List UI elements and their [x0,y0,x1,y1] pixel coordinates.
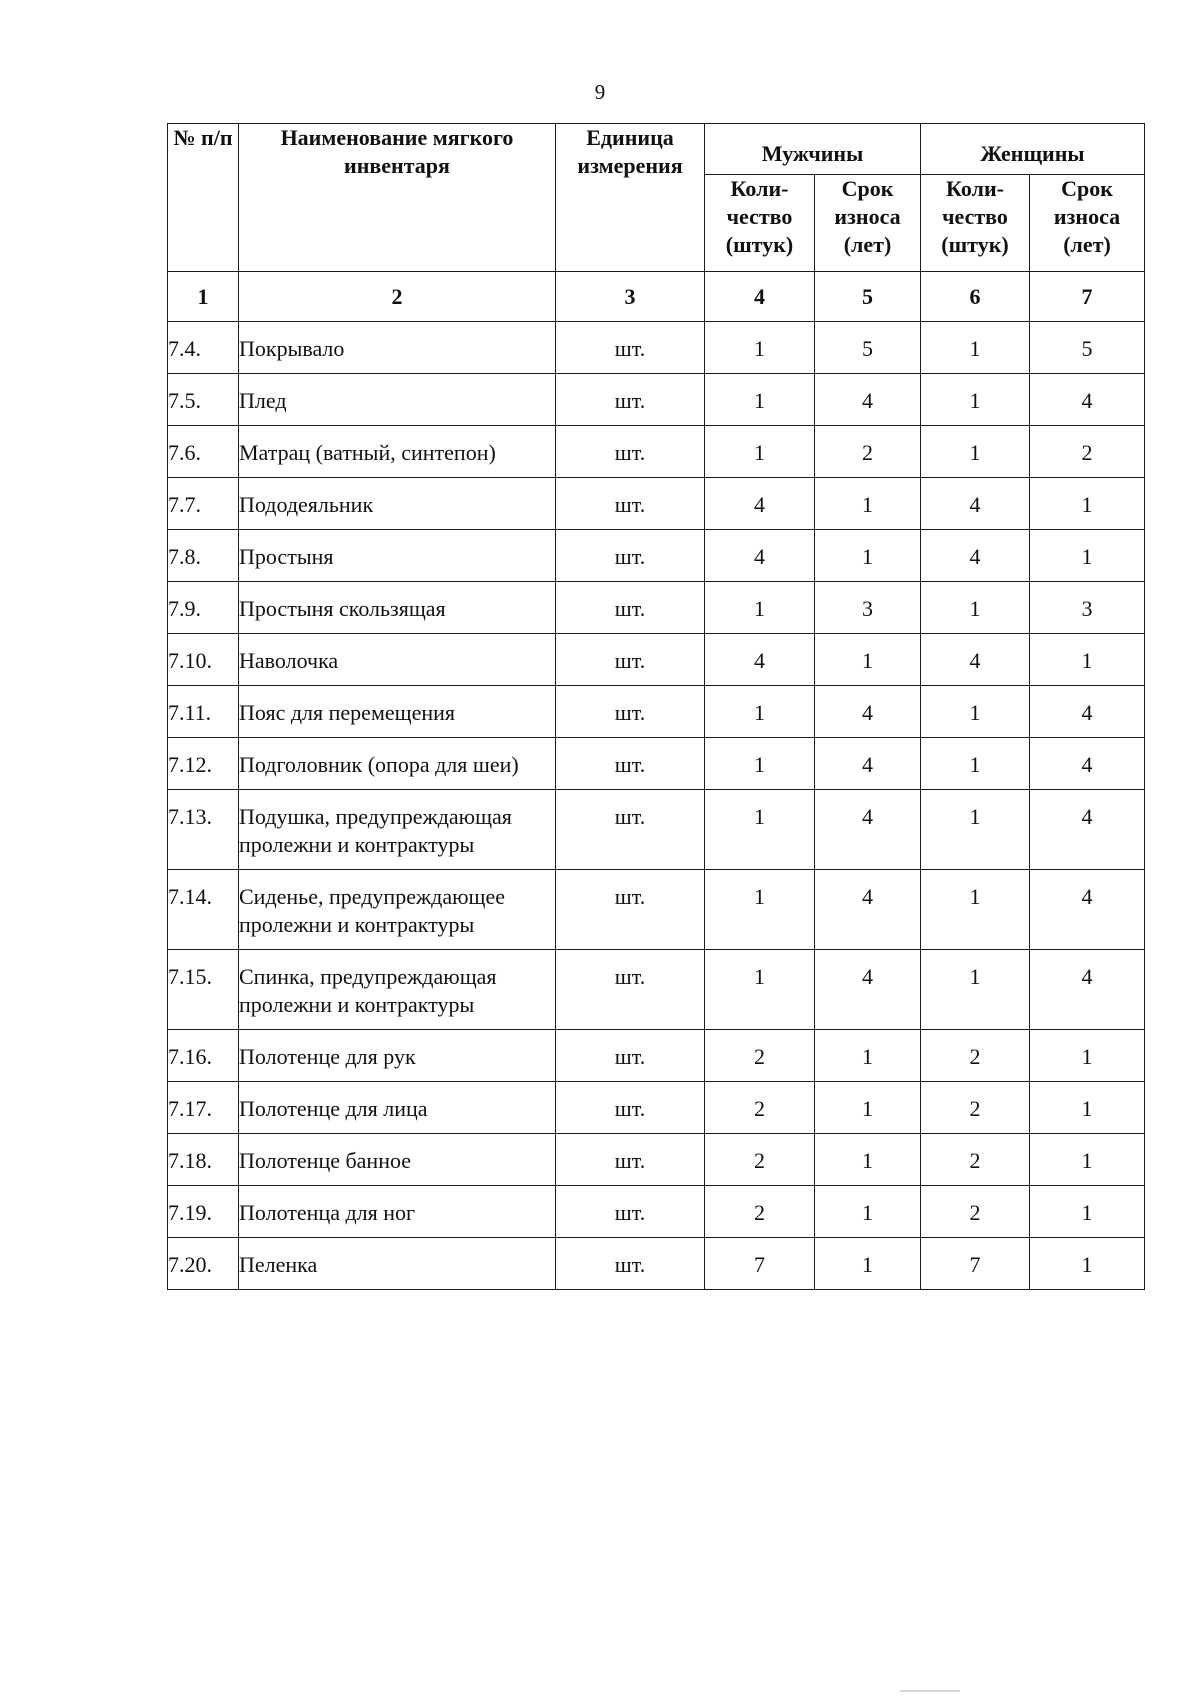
table-row [168,790,1145,870]
table-row [168,426,1145,478]
table-row [168,950,1145,1030]
table-row [168,1082,1145,1134]
header-men-qty: Коли-чество (штук) [705,175,815,272]
row-number: 7.18. [168,1134,239,1186]
men-wear-term: 4 [815,374,921,426]
men-quantity: 4 [705,478,815,530]
row-number: 7.16. [168,1030,239,1082]
unit-cell: шт. [556,738,705,790]
unit-cell: шт. [556,634,705,686]
men-quantity: 1 [705,582,815,634]
women-wear-term: 1 [1030,1082,1145,1134]
table-row [168,1030,1145,1082]
unit-cell: шт. [556,950,705,1030]
row-number: 7.19. [168,1186,239,1238]
unit-cell: шт. [556,870,705,950]
unit-cell: шт. [556,374,705,426]
men-quantity: 1 [705,686,815,738]
women-quantity: 1 [921,322,1030,374]
men-quantity: 2 [705,1082,815,1134]
men-wear-term: 1 [815,1134,921,1186]
item-name: Подголовник (опора для шеи) [239,738,556,790]
scan-artifact [900,1690,960,1692]
table-body [168,322,1145,1290]
men-wear-term: 4 [815,686,921,738]
item-name: Простыня скользящая [239,582,556,634]
men-wear-term: 1 [815,634,921,686]
row-number: 7.14. [168,870,239,950]
item-name: Покрывало [239,322,556,374]
row-number: 7.13. [168,790,239,870]
row-number: 7.4. [168,322,239,374]
table-row [168,634,1145,686]
table-row [168,686,1145,738]
unit-cell: шт. [556,426,705,478]
men-quantity: 2 [705,1134,815,1186]
unit-cell: шт. [556,478,705,530]
men-quantity: 2 [705,1030,815,1082]
unit-cell: шт. [556,530,705,582]
column-number: 6 [921,272,1030,322]
row-number: 7.7. [168,478,239,530]
item-name: Полотенце банное [239,1134,556,1186]
column-number: 2 [239,272,556,322]
unit-cell: шт. [556,322,705,374]
unit-cell: шт. [556,1238,705,1290]
men-wear-term: 1 [815,1030,921,1082]
header-unit: Единица измерения [556,124,705,272]
men-wear-term: 4 [815,870,921,950]
women-quantity: 2 [921,1082,1030,1134]
unit-cell: шт. [556,1030,705,1082]
row-number: 7.17. [168,1082,239,1134]
men-quantity: 2 [705,1186,815,1238]
table-row [168,582,1145,634]
men-quantity: 1 [705,322,815,374]
header-men: Мужчины [705,124,921,175]
item-name: Полотенца для ног [239,1186,556,1238]
table-row [168,478,1145,530]
table-row [168,738,1145,790]
women-quantity: 1 [921,950,1030,1030]
table-row [168,374,1145,426]
item-name: Простыня [239,530,556,582]
men-quantity: 4 [705,634,815,686]
page-number: 9 [594,80,606,104]
men-wear-term: 1 [815,1238,921,1290]
item-name: Наволочка [239,634,556,686]
women-quantity: 1 [921,582,1030,634]
row-number: 7.12. [168,738,239,790]
women-quantity: 1 [921,790,1030,870]
men-wear-term: 4 [815,950,921,1030]
women-wear-term: 1 [1030,530,1145,582]
table-row [168,322,1145,374]
unit-cell: шт. [556,1082,705,1134]
women-wear-term: 2 [1030,426,1145,478]
women-wear-term: 1 [1030,634,1145,686]
women-wear-term: 4 [1030,738,1145,790]
women-quantity: 7 [921,1238,1030,1290]
unit-cell: шт. [556,1134,705,1186]
table-row [168,1134,1145,1186]
women-wear-term: 5 [1030,322,1145,374]
item-name: Пояс для перемещения [239,686,556,738]
table-row [168,530,1145,582]
header-name: Наименование мягкого инвентаря [239,124,556,272]
women-wear-term: 1 [1030,1030,1145,1082]
women-wear-term: 4 [1030,950,1145,1030]
unit-cell: шт. [556,790,705,870]
header-women: Женщины [921,124,1145,175]
row-number: 7.11. [168,686,239,738]
column-number: 1 [168,272,239,322]
women-quantity: 2 [921,1030,1030,1082]
unit-cell: шт. [556,1186,705,1238]
men-wear-term: 3 [815,582,921,634]
men-wear-term: 1 [815,530,921,582]
men-quantity: 1 [705,374,815,426]
row-number: 7.10. [168,634,239,686]
column-number: 4 [705,272,815,322]
table-row [168,870,1145,950]
women-wear-term: 3 [1030,582,1145,634]
table-row [168,1186,1145,1238]
men-quantity: 1 [705,790,815,870]
women-quantity: 4 [921,530,1030,582]
row-number: 7.8. [168,530,239,582]
item-name: Плед [239,374,556,426]
men-wear-term: 1 [815,1082,921,1134]
women-quantity: 1 [921,426,1030,478]
item-name: Спинка, предупреждающая пролежни и контрактуры [239,950,556,1030]
item-name: Матрац (ватный, синтепон) [239,426,556,478]
header-women-qty: Коли-чество (штук) [921,175,1030,272]
women-wear-term: 1 [1030,1238,1145,1290]
unit-cell: шт. [556,582,705,634]
men-quantity: 1 [705,870,815,950]
column-number: 3 [556,272,705,322]
inventory-table [167,123,1145,1290]
women-quantity: 4 [921,634,1030,686]
row-number: 7.9. [168,582,239,634]
men-wear-term: 4 [815,738,921,790]
column-number: 7 [1030,272,1145,322]
row-number: 7.20. [168,1238,239,1290]
header-women-term: Срок износа (лет) [1030,175,1145,272]
item-name: Полотенце для лица [239,1082,556,1134]
women-wear-term: 4 [1030,790,1145,870]
header-row-top [168,124,1145,175]
header-men-term: Срок износа (лет) [815,175,921,272]
women-wear-term: 4 [1030,686,1145,738]
men-quantity: 1 [705,950,815,1030]
women-quantity: 1 [921,374,1030,426]
women-quantity: 4 [921,478,1030,530]
column-number-row [168,272,1145,322]
men-wear-term: 2 [815,426,921,478]
women-wear-term: 1 [1030,1186,1145,1238]
item-name: Полотенце для рук [239,1030,556,1082]
table-row [168,1238,1145,1290]
item-name: Сиденье, предупреждающее пролежни и контрактуры [239,870,556,950]
women-quantity: 2 [921,1186,1030,1238]
women-quantity: 1 [921,686,1030,738]
row-number: 7.6. [168,426,239,478]
column-number: 5 [815,272,921,322]
women-quantity: 2 [921,1134,1030,1186]
men-quantity: 1 [705,738,815,790]
item-name: Пеленка [239,1238,556,1290]
men-quantity: 1 [705,426,815,478]
women-wear-term: 4 [1030,870,1145,950]
women-quantity: 1 [921,870,1030,950]
unit-cell: шт. [556,686,705,738]
header-no: № п/п [168,124,239,272]
men-wear-term: 1 [815,1186,921,1238]
men-wear-term: 5 [815,322,921,374]
item-name: Пододеяльник [239,478,556,530]
women-wear-term: 1 [1030,478,1145,530]
women-wear-term: 4 [1030,374,1145,426]
men-wear-term: 4 [815,790,921,870]
item-name: Подушка, предупреждающая пролежни и контрактуры [239,790,556,870]
men-wear-term: 1 [815,478,921,530]
women-quantity: 1 [921,738,1030,790]
women-wear-term: 1 [1030,1134,1145,1186]
men-quantity: 4 [705,530,815,582]
men-quantity: 7 [705,1238,815,1290]
row-number: 7.5. [168,374,239,426]
row-number: 7.15. [168,950,239,1030]
